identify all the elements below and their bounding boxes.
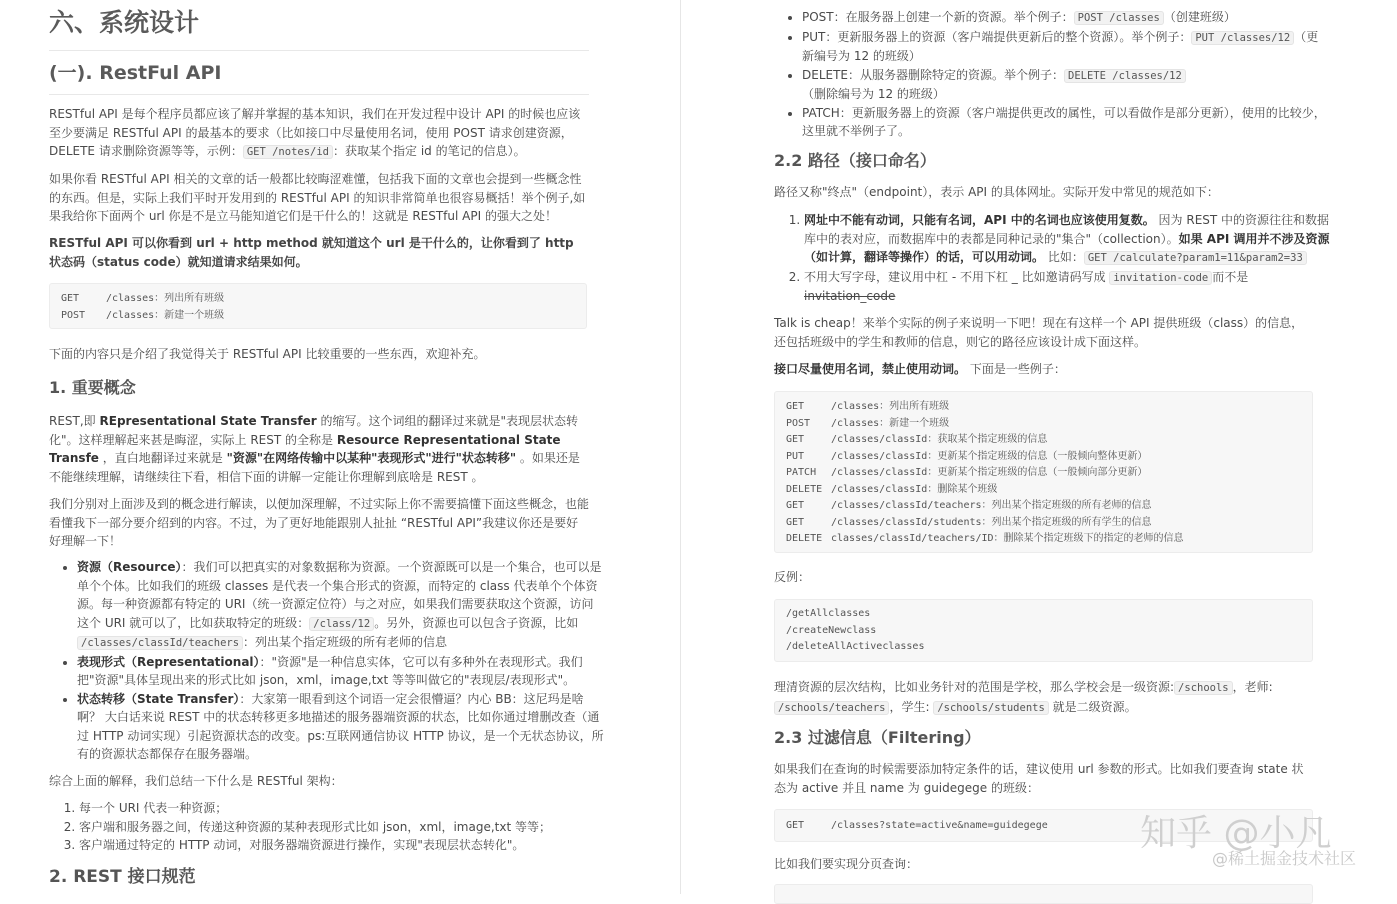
noun-paragraph: 接口尽量使用名词，禁止使用动词。 下面是一些例子：	[774, 362, 1066, 376]
paragraph-4: 下面的内容只是介绍了我觉得关于 RESTful API 比较重要的一些东西，欢迎补充。	[49, 347, 486, 361]
http-verb: GET	[786, 820, 805, 831]
http-verb: PUT	[786, 450, 805, 462]
http-verb: GET	[786, 401, 805, 412]
http-verb: POST	[61, 309, 86, 321]
path-intro: 路径又称"终点"（endpoint），表示 API 的具体网址。实际开发中常见的规范如下：	[774, 185, 1219, 199]
paragraph-7: 综合上面的解释，我们总结一下什么是 RESTful 架构：	[49, 774, 343, 788]
list-item: 3. 客户端通过特定的 HTTP 动词，对服务器端资源进行操作，实现"表现层状态转化"。	[79, 836, 605, 855]
subsection-title: (一). RestFul API	[49, 62, 222, 84]
list-item: • 资源（Resource）：我们可以把真实的对象数据称为资源。一个资源既可以是一个集合，也可以是单个个体。比如我们的班级 classes 是代表一个集合形式的资源，而特定的 class 代表单个个体资源。每一种资源都有特定的 URI（统一资源定位符）与之对应，如果我们需要获取这个资源，访问这个 URI 就可以了，比如获取特定的班级： /class/12 。另外，资源也可以包含子资源，比如 /classes/classId/teachers ：列出某个指定班级的所有老师的信息	[77, 558, 605, 653]
endpoint-path: /classes：列出所有班级	[831, 401, 950, 412]
code-line	[786, 449, 1301, 466]
http-verb: GET	[786, 434, 805, 445]
list-item: • 表现形式（Representational）："资源"是一种信息实体，它可以有多种外在表现形式。我们把"资源"具体呈现出来的形式比如 json，xml，image,txt 等等叫做它的"表现层/表现形式"。	[77, 653, 605, 690]
heading-rest-spec: 2. REST 接口规范	[49, 867, 196, 887]
heading-path: 2.2 路径（接口命名）	[774, 151, 936, 170]
code-line	[786, 606, 1301, 623]
endpoint-path: /classes/classId/teachers：列出某个指定班级的所有老师的信息	[831, 500, 1152, 511]
code-block-2	[774, 391, 1313, 553]
path-rules	[788, 211, 1330, 306]
endpoint-path: /classes：新建一个班级	[831, 417, 950, 429]
paragraph-6: 我们分别对上面涉及到的概念进行解读，以便加深理解，不过实际上你不需要搞懂下面这些概念，也能看懂我下一部分要介绍到的内容。不过，为了更好地能跟别人扯扯 “RESTful API”我建议你还是要好好理解一下！	[49, 497, 590, 548]
list-item: • PATCH：更新服务器上的资源（客户端提供更改的属性，可以看做作是部分更新），使用的比较少，这里就不举例子了。	[802, 104, 1327, 141]
code-text: /deleteAllActiveclasses	[786, 641, 925, 652]
endpoint-path: /classes/classId：更新某个指定班级的信息（一般倾向整体更新）	[831, 450, 1148, 462]
code-line	[786, 416, 1301, 433]
code-line	[786, 399, 1301, 416]
http-verb: GET	[786, 516, 805, 528]
list-item: • 状态转移（State Transfer）：大家第一眼看到这个词语一定会很懵逼？内心 BB：这尼玛是啥啊？ 大白话来说 REST 中的状态转移更多地描述的服务器端资源的状态，比如你通过增删改查（通过 HTTP 动词实现）引起资源状态的改变。ps:互联网通信协议 HTTP 协议，是一个无状态协议，所有的资源状态都保存在服务器端。	[77, 690, 605, 764]
list-item: 2. 客户端和服务器之间，传递这种资源的某种表现形式比如 json，xml，image,txt 等等；	[79, 818, 605, 837]
inline-code: GET /notes/id	[243, 145, 333, 159]
endpoint-path: /classes/classId：更新某个指定班级的信息（一般倾向部分更新）	[831, 467, 1148, 478]
watermark-zhihu: 知乎 @小凡	[1140, 813, 1332, 854]
endpoint-path: /classes/classId：删除某个班级	[831, 483, 998, 495]
http-verb-list	[786, 8, 1327, 141]
code-line	[786, 498, 1301, 515]
http-verb: POST	[786, 417, 811, 429]
code-block-5	[774, 884, 1313, 904]
heading-filter: 2.3 过滤信息（Filtering）	[774, 728, 981, 747]
list-item: 1. 网址中不能有动词，只能有名词，API 中的名词也应该使用复数。 因为 REST 中的资源往往和数据库中的表对应，而数据库中的表都是同种记录的"集合"（collection）。如果 API 调用并不涉及资源（如计算，翻译等操作）的话，可以用动词。 比如： GET /calculate?param1=11&param2=33	[804, 211, 1330, 268]
http-verb: DELETE	[786, 483, 823, 495]
heading-concepts: 1. 重要概念	[49, 378, 136, 397]
watermark-juejin: @稀土掘金技术社区	[1212, 849, 1357, 868]
talk-paragraph: Talk is cheap！来举个实际的例子来说明一下吧！现在有这样一个 API 提供班级（class）的信息，还包括班级中的学生和教师的信息，则它的路径应该设计成下面这样。	[774, 316, 1304, 349]
paging-paragraph: 比如我们要实现分页查询：	[774, 857, 919, 871]
list-item: • DELETE：从服务器删除特定的资源。举个例子： DELETE /classes/12（删除编号为 12 的班级）	[802, 66, 1327, 104]
http-verb: GET	[61, 293, 80, 304]
code-line	[786, 639, 1301, 656]
list-item: • POST：在服务器上创建一个新的资源。举个例子： POST /classes （创建班级）	[802, 8, 1327, 28]
intro-paragraph: RESTful API 是每个程序员都应该了解并掌握的基本知识，我们在开发过程中设计 API 的时候也应该至少要满足 RESTful API 的最基本的要求（比如接口中尽量使用名词，使用 POST 请求创建资源，DELETE 请求删除资源等等，示例： GET /notes/id ：获取某个指定 id 的笔记的信息）。	[49, 107, 581, 158]
code-line	[786, 515, 1301, 532]
code-line	[786, 531, 1301, 548]
endpoint-path: /classes?state=active&name=guidegege	[831, 820, 1048, 831]
code-text: /createNewclass	[786, 624, 877, 636]
list-item: 2. 不用大写字母，建议用中杠 - 不用下杠 _ 比如邀请码写成 invitation-code 而不是 invitation_code	[804, 268, 1330, 306]
paragraph-2: 如果你看 RESTful API 相关的文章的话一般都比较晦涩难懂，包括我下面的文章也会提到一些概念性的东西。但是，实际上我们平时开发用到的 RESTful API 的知识非常简单也很容易概括！举个例子,如果我给你下面两个 url 你是不是立马能知道它们是干什么的！这就是 RESTful API 的强大之处！	[49, 172, 586, 223]
http-verb: GET	[786, 500, 805, 511]
list-item: 1. 每一个 URI 代表一种资源；	[79, 799, 605, 818]
code-line	[786, 482, 1301, 499]
endpoint-path: /classes/classId/students：列出某个指定班级的所有学生的信息	[831, 516, 1152, 528]
endpoint-path: /classes：列出所有班级	[106, 293, 225, 304]
paragraph-5: REST,即 REpresentational State Transfer 的缩写。这个词组的翻译过来就是"表现层状态转化"。这样理解起来甚是晦涩，实际上 REST 的全称是 Resource Representational State Transfe ，直白地翻译过来就是 "资源"在网络传输中以某种"表现形式"进行"状态转移" 。如果还是不能继续理解，请继续往下看，相信下面的讲解一定能让你理解到底啥是 REST 。	[49, 414, 580, 484]
endpoint-path: classes/classId/teachers/ID：删除某个指定班级下的指定的老师的信息	[831, 533, 1184, 544]
code-line	[786, 432, 1301, 449]
code-text: /getAllclasses	[786, 608, 871, 619]
bad-example-label: 反例：	[774, 570, 811, 584]
section-title: 六、系统设计	[49, 8, 200, 37]
endpoint-path: /classes：新建一个班级	[106, 309, 225, 321]
code-block-3	[774, 599, 1313, 662]
http-verb: DELETE	[786, 533, 823, 544]
filter-paragraph: 如果我们在查询的时候需要添加特定条件的话，建议使用 url 参数的形式。比如我们要查询 state 状态为 active 并且 name 为 guidegege 的班级：	[774, 762, 1304, 795]
http-verb: PATCH	[786, 467, 817, 478]
code-line	[786, 465, 1301, 482]
list-item: • PUT：更新服务器上的资源（客户端提供更新后的整个资源）。举个例子： PUT /classes/12 （更新编号为 12 的班级）	[802, 28, 1327, 66]
paragraph-3: RESTful API 可以你看到 url + http method 就知道这个 url 是干什么的，让你看到了 http 状态码（status code）就知道请求结果如何。	[49, 236, 574, 269]
code-line	[786, 623, 1301, 640]
hierarchy-paragraph: 理清资源的层次结构，比如业务针对的范围是学校，那么学校会是一级资源: /schools ，老师: /schools/teachers ，学生: /schools/students 就是二级资源。	[774, 680, 1273, 714]
endpoint-path: /classes/classId：获取某个指定班级的信息	[831, 434, 1048, 445]
